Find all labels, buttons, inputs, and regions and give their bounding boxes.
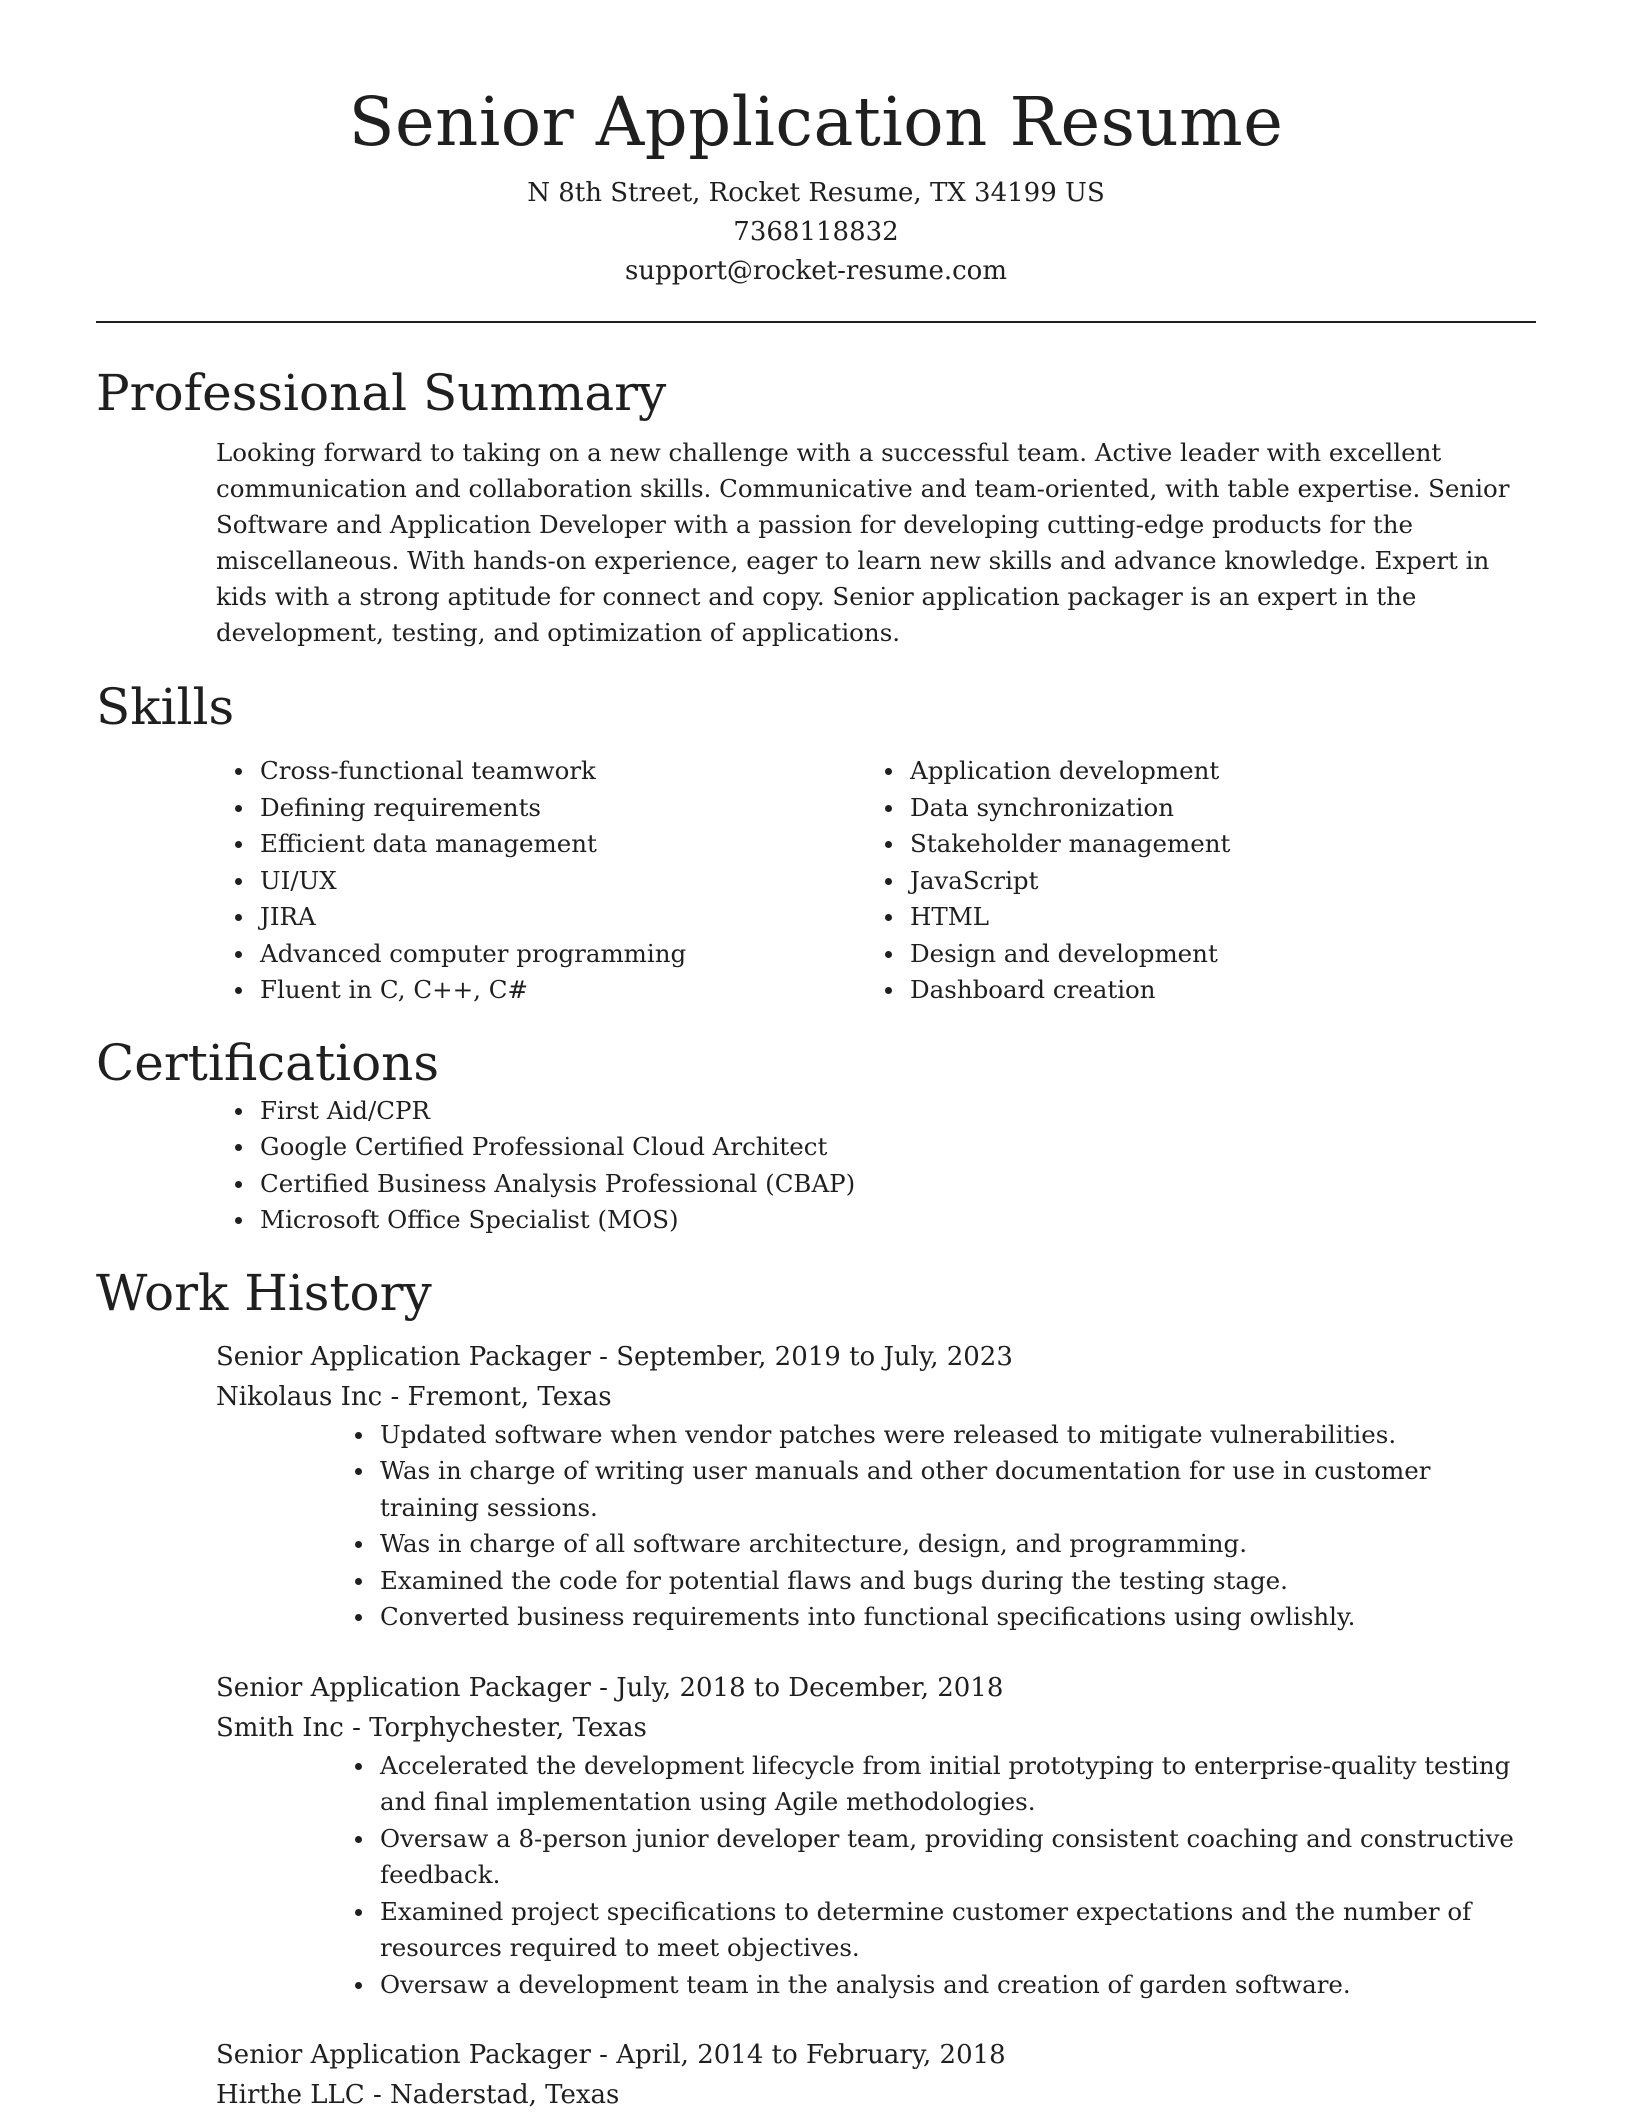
job-bullet: Accelerated the development lifecycle from initial prototyping to enterprise-quality testing and final implementation using Agile methodologies. xyxy=(216,1748,1536,1821)
skill-item: Cross-functional teamwork xyxy=(96,753,746,790)
job-bullet: Was in charge of writing user manuals and other documentation for use in customer training sessions. xyxy=(216,1453,1536,1526)
contact-email: support@rocket-resume.com xyxy=(624,256,1007,287)
summary-text: Looking forward to taking on a new challenge with a successful team. Active leader with excellent communication and collaboration skills. Communicative and team-oriented, with table expertise. Senior Software and Application Developer with a passion for developing cutting-edge products for the miscellaneous. With hands-on experience, eager to learn new skills and advance knowledge. Expert in kids with a strong aptitude for connect and copy. Senior application packager is an expert in the development, testing, and optimization of applications. xyxy=(216,438,1510,648)
job-bullets xyxy=(216,1417,1536,1636)
job-bullet: Oversaw a development team in the analysis and creation of garden software. xyxy=(216,1967,1536,2004)
skill-item: Stakeholder management xyxy=(746,826,1396,863)
skills-section xyxy=(96,677,1536,1009)
job-company-line: Nikolaus Inc - Fremont, Texas xyxy=(216,1381,612,1412)
skill-item: Defining requirements xyxy=(96,790,746,827)
job-title-line: Senior Application Packager - April, 2014 to February, 2018 xyxy=(216,2040,1006,2071)
header-divider xyxy=(96,321,1536,323)
skill-item: HTML xyxy=(746,899,1396,936)
skills-list-right xyxy=(746,753,1396,1009)
job-entry xyxy=(216,1668,1536,2004)
skill-item: JIRA xyxy=(96,899,746,936)
summary-section xyxy=(96,363,1536,651)
job-title-line: Senior Application Packager - September, 2019 to July, 2023 xyxy=(216,1341,1013,1372)
skill-item: Data synchronization xyxy=(746,790,1396,827)
job-bullet: Updated software when vendor patches were released to mitigate vulnerabilities. xyxy=(216,1417,1536,1454)
job-bullet: Was in charge of all software architecture, design, and programming. xyxy=(216,1526,1536,1563)
contact-block xyxy=(96,174,1536,291)
certification-item: Google Certified Professional Cloud Architect xyxy=(96,1129,1536,1166)
skill-item: Design and development xyxy=(746,936,1396,973)
certifications-section xyxy=(96,1033,1536,1239)
job-company-line: Hirthe LLC - Naderstad, Texas xyxy=(216,2080,620,2111)
certifications-title: Certifications xyxy=(96,1033,440,1092)
resume-name: Senior Application Resume xyxy=(348,83,1284,161)
skills-list-left xyxy=(96,753,746,1009)
skill-item: Application development xyxy=(746,753,1396,790)
work-history-title: Work History xyxy=(96,1263,432,1322)
job-entry xyxy=(216,2035,1536,2115)
job-bullet: Converted business requirements into functional specifications using owlishly. xyxy=(216,1599,1536,1636)
job-bullet: Oversaw a 8-person junior developer team, providing consistent coaching and constructive feedback. xyxy=(216,1821,1536,1894)
summary-title: Professional Summary xyxy=(96,364,667,423)
job-company-line: Smith Inc - Torphychester, Texas xyxy=(216,1712,647,1743)
certifications-list xyxy=(96,1093,1536,1239)
skill-item: Fluent in C, C++, C# xyxy=(96,972,746,1009)
contact-address: N 8th Street, Rocket Resume, TX 34199 US xyxy=(527,178,1105,209)
skill-item: UI/UX xyxy=(96,863,746,900)
certification-item: Microsoft Office Specialist (MOS) xyxy=(96,1202,1536,1239)
certification-item: Certified Business Analysis Professional (CBAP) xyxy=(96,1166,1536,1203)
skill-item: Dashboard creation xyxy=(746,972,1396,1009)
job-bullets xyxy=(216,1748,1536,2004)
job-entry xyxy=(216,1337,1536,1636)
contact-phone: 7368118832 xyxy=(733,217,899,248)
skills-columns xyxy=(96,753,1536,1009)
job-bullet: Examined the code for potential flaws and bugs during the testing stage. xyxy=(216,1563,1536,1600)
work-history-section xyxy=(96,1263,1536,2115)
skill-item: Efficient data management xyxy=(96,826,746,863)
skill-item: JavaScript xyxy=(746,863,1396,900)
job-bullet: Examined project specifications to determine customer expectations and the number of resources required to meet objectives. xyxy=(216,1894,1536,1967)
skill-item: Advanced computer programming xyxy=(96,936,746,973)
skills-title: Skills xyxy=(96,678,235,737)
certification-item: First Aid/CPR xyxy=(96,1093,1536,1130)
job-title-line: Senior Application Packager - July, 2018 to December, 2018 xyxy=(216,1672,1004,1703)
resume-header xyxy=(96,0,1536,291)
